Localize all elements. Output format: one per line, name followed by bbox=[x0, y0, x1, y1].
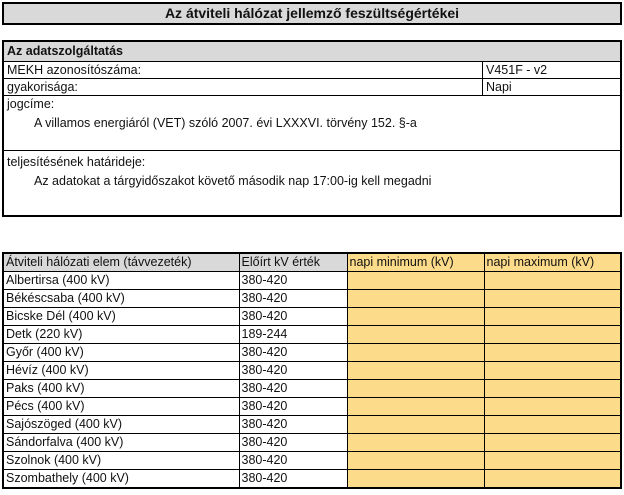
daily-min-input[interactable] bbox=[347, 398, 484, 416]
mekh-label: MEKH azonosítószáma: bbox=[7, 63, 142, 77]
legal-basis-label: jogcíme: bbox=[7, 97, 55, 111]
table-row bbox=[3, 362, 621, 380]
daily-max-input[interactable] bbox=[484, 344, 621, 362]
column-header-daily-min: napi minimum (kV) bbox=[347, 253, 484, 272]
element-name-cell: Sajószöged (400 kV) bbox=[3, 416, 239, 434]
table-row bbox=[3, 434, 621, 452]
deadline-label: teljesítésének határideje: bbox=[7, 155, 146, 169]
prescribed-kv-cell: 380-420 bbox=[239, 344, 347, 362]
element-name-cell: Békéscsaba (400 kV) bbox=[3, 290, 239, 308]
prescribed-kv-cell: 380-420 bbox=[239, 398, 347, 416]
daily-max-input[interactable] bbox=[484, 308, 621, 326]
daily-max-input[interactable] bbox=[484, 290, 621, 308]
daily-max-input[interactable] bbox=[484, 452, 621, 470]
frequency-row bbox=[4, 79, 620, 96]
daily-max-input[interactable] bbox=[484, 272, 621, 290]
daily-min-input[interactable] bbox=[347, 290, 484, 308]
element-name-cell: Albertirsa (400 kV) bbox=[3, 272, 239, 290]
daily-min-input[interactable] bbox=[347, 470, 484, 489]
prescribed-kv-cell: 380-420 bbox=[239, 362, 347, 380]
column-header-element: Átviteli hálózati elem (távvezeték) bbox=[3, 253, 239, 272]
prescribed-kv-cell: 380-420 bbox=[239, 470, 347, 489]
daily-max-input[interactable] bbox=[484, 380, 621, 398]
element-name-cell: Detk (220 kV) bbox=[3, 326, 239, 344]
prescribed-kv-cell: 189-244 bbox=[239, 326, 347, 344]
daily-min-input[interactable] bbox=[347, 362, 484, 380]
table-row bbox=[3, 452, 621, 470]
info-section bbox=[2, 40, 622, 217]
mekh-row bbox=[4, 62, 620, 79]
frequency-value[interactable]: Napi bbox=[482, 79, 620, 95]
daily-max-input[interactable] bbox=[484, 416, 621, 434]
legal-basis-block bbox=[4, 96, 620, 151]
table-row bbox=[3, 380, 621, 398]
daily-min-input[interactable] bbox=[347, 452, 484, 470]
table-row bbox=[3, 470, 621, 489]
daily-max-input[interactable] bbox=[484, 470, 621, 489]
table-row bbox=[3, 416, 621, 434]
daily-min-input[interactable] bbox=[347, 434, 484, 452]
daily-min-input[interactable] bbox=[347, 308, 484, 326]
prescribed-kv-cell: 380-420 bbox=[239, 380, 347, 398]
element-name-cell: Hévíz (400 kV) bbox=[3, 362, 239, 380]
element-name-cell: Sándorfalva (400 kV) bbox=[3, 434, 239, 452]
daily-max-input[interactable] bbox=[484, 326, 621, 344]
table-row bbox=[3, 272, 621, 290]
daily-min-input[interactable] bbox=[347, 326, 484, 344]
daily-max-input[interactable] bbox=[484, 398, 621, 416]
page-title: Az átviteli hálózat jellemző feszültségértékei bbox=[2, 2, 622, 25]
voltage-table bbox=[2, 252, 622, 489]
prescribed-kv-cell: 380-420 bbox=[239, 452, 347, 470]
column-header-prescribed-kv: Előírt kV érték bbox=[239, 253, 347, 272]
element-name-cell: Bicske Dél (400 kV) bbox=[3, 308, 239, 326]
prescribed-kv-cell: 380-420 bbox=[239, 308, 347, 326]
element-name-cell: Paks (400 kV) bbox=[3, 380, 239, 398]
prescribed-kv-cell: 380-420 bbox=[239, 416, 347, 434]
prescribed-kv-cell: 380-420 bbox=[239, 290, 347, 308]
table-row bbox=[3, 344, 621, 362]
daily-max-input[interactable] bbox=[484, 434, 621, 452]
table-row bbox=[3, 308, 621, 326]
table-row bbox=[3, 398, 621, 416]
table-row bbox=[3, 290, 621, 308]
daily-max-input[interactable] bbox=[484, 362, 621, 380]
prescribed-kv-cell: 380-420 bbox=[239, 272, 347, 290]
legal-basis-text: A villamos energiáról (VET) szóló 2007. évi LXXXVI. törvény 152. §-a bbox=[34, 116, 417, 130]
info-header: Az adatszolgáltatás bbox=[4, 42, 620, 62]
daily-min-input[interactable] bbox=[347, 380, 484, 398]
table-row bbox=[3, 326, 621, 344]
element-name-cell: Szolnok (400 kV) bbox=[3, 452, 239, 470]
prescribed-kv-cell: 380-420 bbox=[239, 434, 347, 452]
daily-min-input[interactable] bbox=[347, 416, 484, 434]
element-name-cell: Győr (400 kV) bbox=[3, 344, 239, 362]
deadline-text: Az adatokat a tárgyidőszakot követő második nap 17:00-ig kell megadni bbox=[34, 174, 432, 188]
column-header-daily-max: napi maximum (kV) bbox=[484, 253, 621, 272]
frequency-label: gyakorisága: bbox=[7, 80, 78, 94]
deadline-block bbox=[4, 151, 620, 214]
element-name-cell: Pécs (400 kV) bbox=[3, 398, 239, 416]
mekh-value[interactable]: V451F - v2 bbox=[482, 62, 620, 78]
daily-min-input[interactable] bbox=[347, 344, 484, 362]
table-header-row bbox=[3, 253, 621, 272]
element-name-cell: Szombathely (400 kV) bbox=[3, 470, 239, 489]
daily-min-input[interactable] bbox=[347, 272, 484, 290]
